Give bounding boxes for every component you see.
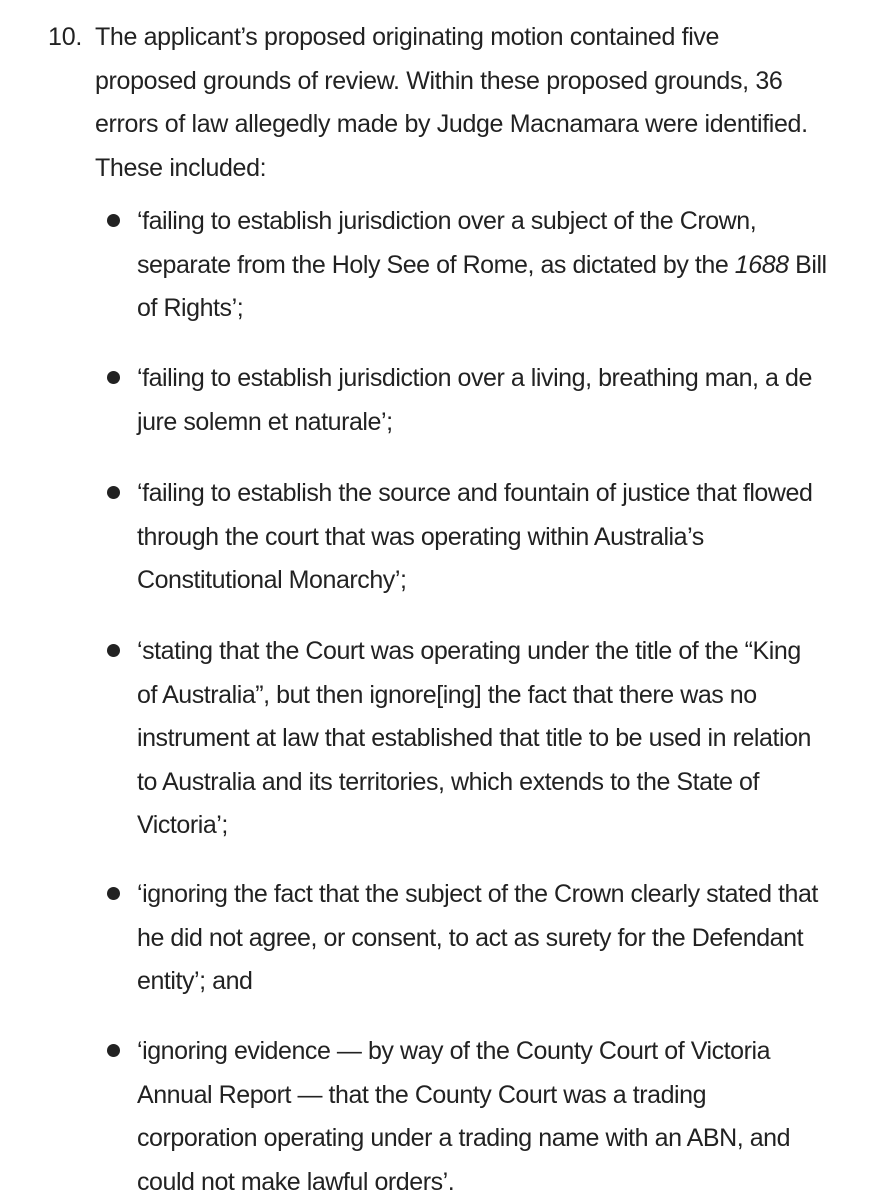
bullet-dot-icon xyxy=(107,486,120,499)
paragraph-number: 10. xyxy=(48,23,83,51)
bullet-dot-icon xyxy=(107,371,120,384)
paragraph-body xyxy=(95,16,827,1196)
bullet-dot-icon xyxy=(107,644,120,657)
paragraph-text: The applicant’s proposed originating motion contained five proposed grounds of review. Within these proposed grounds, 36 errors of law allegedly made by Judge Macnamara were identified. These included: xyxy=(95,23,808,182)
list-item-text: ‘failing to establish jurisdiction over a living, breathing man, a de jure solemn et naturale’; xyxy=(137,364,812,436)
list-item-text: ‘ignoring the fact that the subject of the Crown clearly stated that he did not agree, or consent, to act as surety for the Defendant entity’; and xyxy=(137,880,818,995)
bullet-dot-icon xyxy=(107,887,120,900)
list-item-text xyxy=(137,200,827,331)
list-item-text-part: Bill of Rights’; xyxy=(137,250,827,322)
list-item-text: ‘ignoring evidence — by way of the County Court of Victoria Annual Report — that the County Court was a trading corporation operating under a trading name with an ABN, and could not make lawful orders’. xyxy=(137,1037,791,1196)
list-item-text-part: ‘failing to establish jurisdiction over a subject of the Crown, separate from the Holy See of Rome, as dictated by the xyxy=(137,207,757,279)
list-item-text: ‘stating that the Court was operating under the title of the “King of Australia”, but then ignore[ing] the fact that there was no instrument at law that established that title to be used in relation to Australia and its territories, which extends to the State of Victoria’; xyxy=(137,637,811,839)
bullet-dot-icon xyxy=(107,1044,120,1057)
bullet-dot-icon xyxy=(107,214,120,227)
list-item-text: ‘failing to establish the source and fountain of justice that flowed through the court that was operating within Australia’s Constitutional Monarchy’; xyxy=(137,479,813,594)
italic-year: 1688 xyxy=(734,250,789,279)
